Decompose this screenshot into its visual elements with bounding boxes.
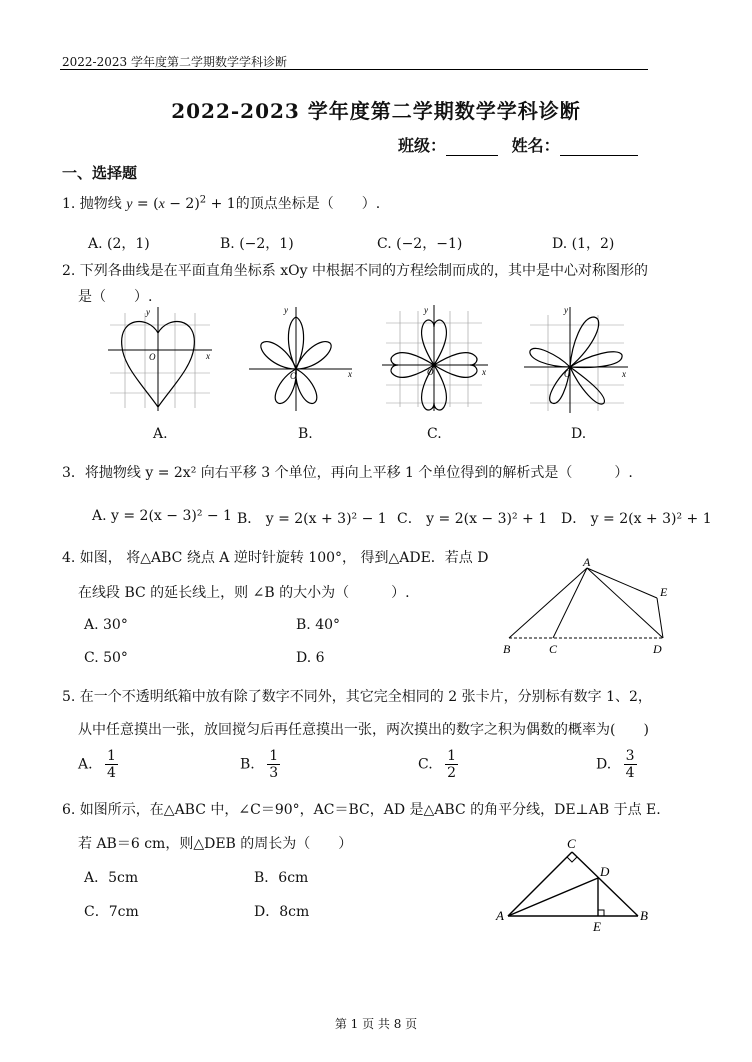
q1-suffix: 的顶点坐标是（ ）.	[235, 196, 381, 212]
figure-flower-b	[244, 303, 359, 415]
svg-text:y: y	[564, 305, 568, 315]
q1-option-a: A. (2，1)	[88, 236, 150, 252]
figure-flower-d	[518, 303, 633, 415]
svg-text:x: x	[206, 351, 210, 361]
point-b-label: B	[640, 908, 648, 923]
svg-text:O: O	[290, 371, 297, 381]
page-footer: 第 1 页 共 8 页	[334, 1017, 418, 1031]
q1-option-c: C. (−2，−1)	[377, 236, 463, 252]
svg-text:x: x	[622, 369, 626, 379]
point-c-label: C	[549, 642, 558, 656]
point-b-label: B	[503, 642, 511, 656]
name-label: 姓名：	[511, 136, 560, 155]
point-d-label: D	[600, 864, 610, 879]
q4-option-a: A. 30°	[84, 617, 128, 633]
running-header: 2022-2023 学年度第二学期数学学科诊断	[62, 55, 287, 69]
q4-line1: 4. 如图， 将△ABC 绕点 A 逆时针旋转 100°， 得到△ADE．若点 D	[62, 550, 489, 566]
svg-text:x: x	[482, 367, 486, 377]
svg-text:O: O	[427, 367, 434, 377]
point-c-label: C	[567, 836, 576, 851]
q6-figure	[494, 836, 654, 936]
point-e-label: E	[593, 919, 601, 934]
q1-formula: $y = (x - 2)^2 + 1$	[126, 194, 236, 212]
figure-heart	[100, 303, 220, 415]
q6-line2: 若 AB＝6 cm，则△DEB 的周长为（ ）	[78, 836, 353, 852]
svg-text:O: O	[564, 369, 571, 379]
q2-label-c: C.	[427, 426, 442, 442]
class-blank[interactable]	[446, 140, 498, 156]
q2-line1: 2. 下列各曲线是在平面直角坐标系 xOy 中根据不同的方程绘制而成的，其中是中心对称图形的	[62, 263, 648, 279]
svg-text:y: y	[284, 305, 288, 315]
q4-option-c: C. 50°	[84, 650, 128, 666]
q4-line2: 在线段 BC 的延长线上，则 ∠B 的大小为（ ）.	[78, 585, 410, 601]
q6-option-c: C．7cm	[84, 904, 139, 920]
q3-option-d: D． y = 2(x + 3)² + 1	[561, 511, 712, 527]
q5-option-b: B. $\frac{1}{3}$	[240, 748, 279, 781]
q1-prefix: 1. 抛物线	[62, 196, 122, 212]
q6-option-b: B．6cm	[254, 870, 309, 886]
point-a-label: A	[496, 908, 504, 923]
q4-option-b: B. 40°	[296, 617, 341, 633]
q1-option-b: B. (−2，1)	[220, 236, 294, 252]
q6-line1: 6. 如图所示，在△ABC 中，∠C＝90°，AC＝BC，AD 是△ABC 的角平分线，DE⊥AB 于点 E.	[62, 802, 661, 818]
svg-text:x: x	[348, 369, 352, 379]
svg-text:y: y	[146, 307, 150, 317]
q5-option-c: C. $\frac{1}{2}$	[418, 748, 457, 781]
q3-option-a: A. y = 2(x − 3)² − 1	[92, 508, 232, 524]
q6-option-a: A．5cm	[84, 870, 139, 886]
q5-option-a: A. $\frac{1}{4}$	[78, 748, 116, 781]
q1-option-d: D. (1，2)	[552, 236, 615, 252]
q2-label-b: B.	[298, 426, 313, 442]
q2-label-d: D.	[571, 426, 587, 442]
section-heading: 一、选择题	[62, 164, 138, 182]
class-name-fields	[398, 133, 638, 156]
q4-figure	[495, 558, 680, 658]
point-d-label: D	[653, 642, 662, 656]
q3-stem: 3．将抛物线 y = 2x² 向右平移 3 个单位，再向上平移 1 个单位得到的解析式是（ ）.	[62, 465, 633, 481]
page-title: 2022-2023 学年度第二学期数学学科诊断	[171, 99, 581, 123]
q1-stem	[62, 193, 380, 213]
class-label: 班级：	[398, 136, 447, 155]
point-a-label: A	[583, 558, 591, 569]
q3-option-b: B． y = 2(x + 3)² − 1	[237, 511, 387, 527]
q2-label-a: A.	[153, 426, 168, 442]
svg-text:O: O	[149, 352, 156, 362]
q5-option-d: D. $\frac{3}{4}$	[596, 748, 635, 781]
q4-option-d: D. 6	[296, 650, 325, 666]
name-blank[interactable]	[560, 140, 638, 156]
svg-text:y: y	[424, 305, 428, 315]
header-rule	[60, 69, 648, 70]
point-e-label: E	[660, 585, 668, 599]
q3-option-c: C． y = 2(x − 3)² + 1	[397, 511, 548, 527]
figure-four-hearts	[378, 303, 493, 415]
q6-option-d: D．8cm	[254, 904, 310, 920]
q2-line2: 是（ ）.	[78, 289, 153, 305]
q5-line1: 5. 在一个不透明纸箱中放有除了数字不同外，其它完全相同的 2 张卡片，分别标有数字 1、2，	[62, 689, 652, 705]
q5-line2: 从中任意摸出一张，放回搅匀后再任意摸出一张，两次摸出的数字之积为偶数的概率为( )	[78, 722, 649, 738]
